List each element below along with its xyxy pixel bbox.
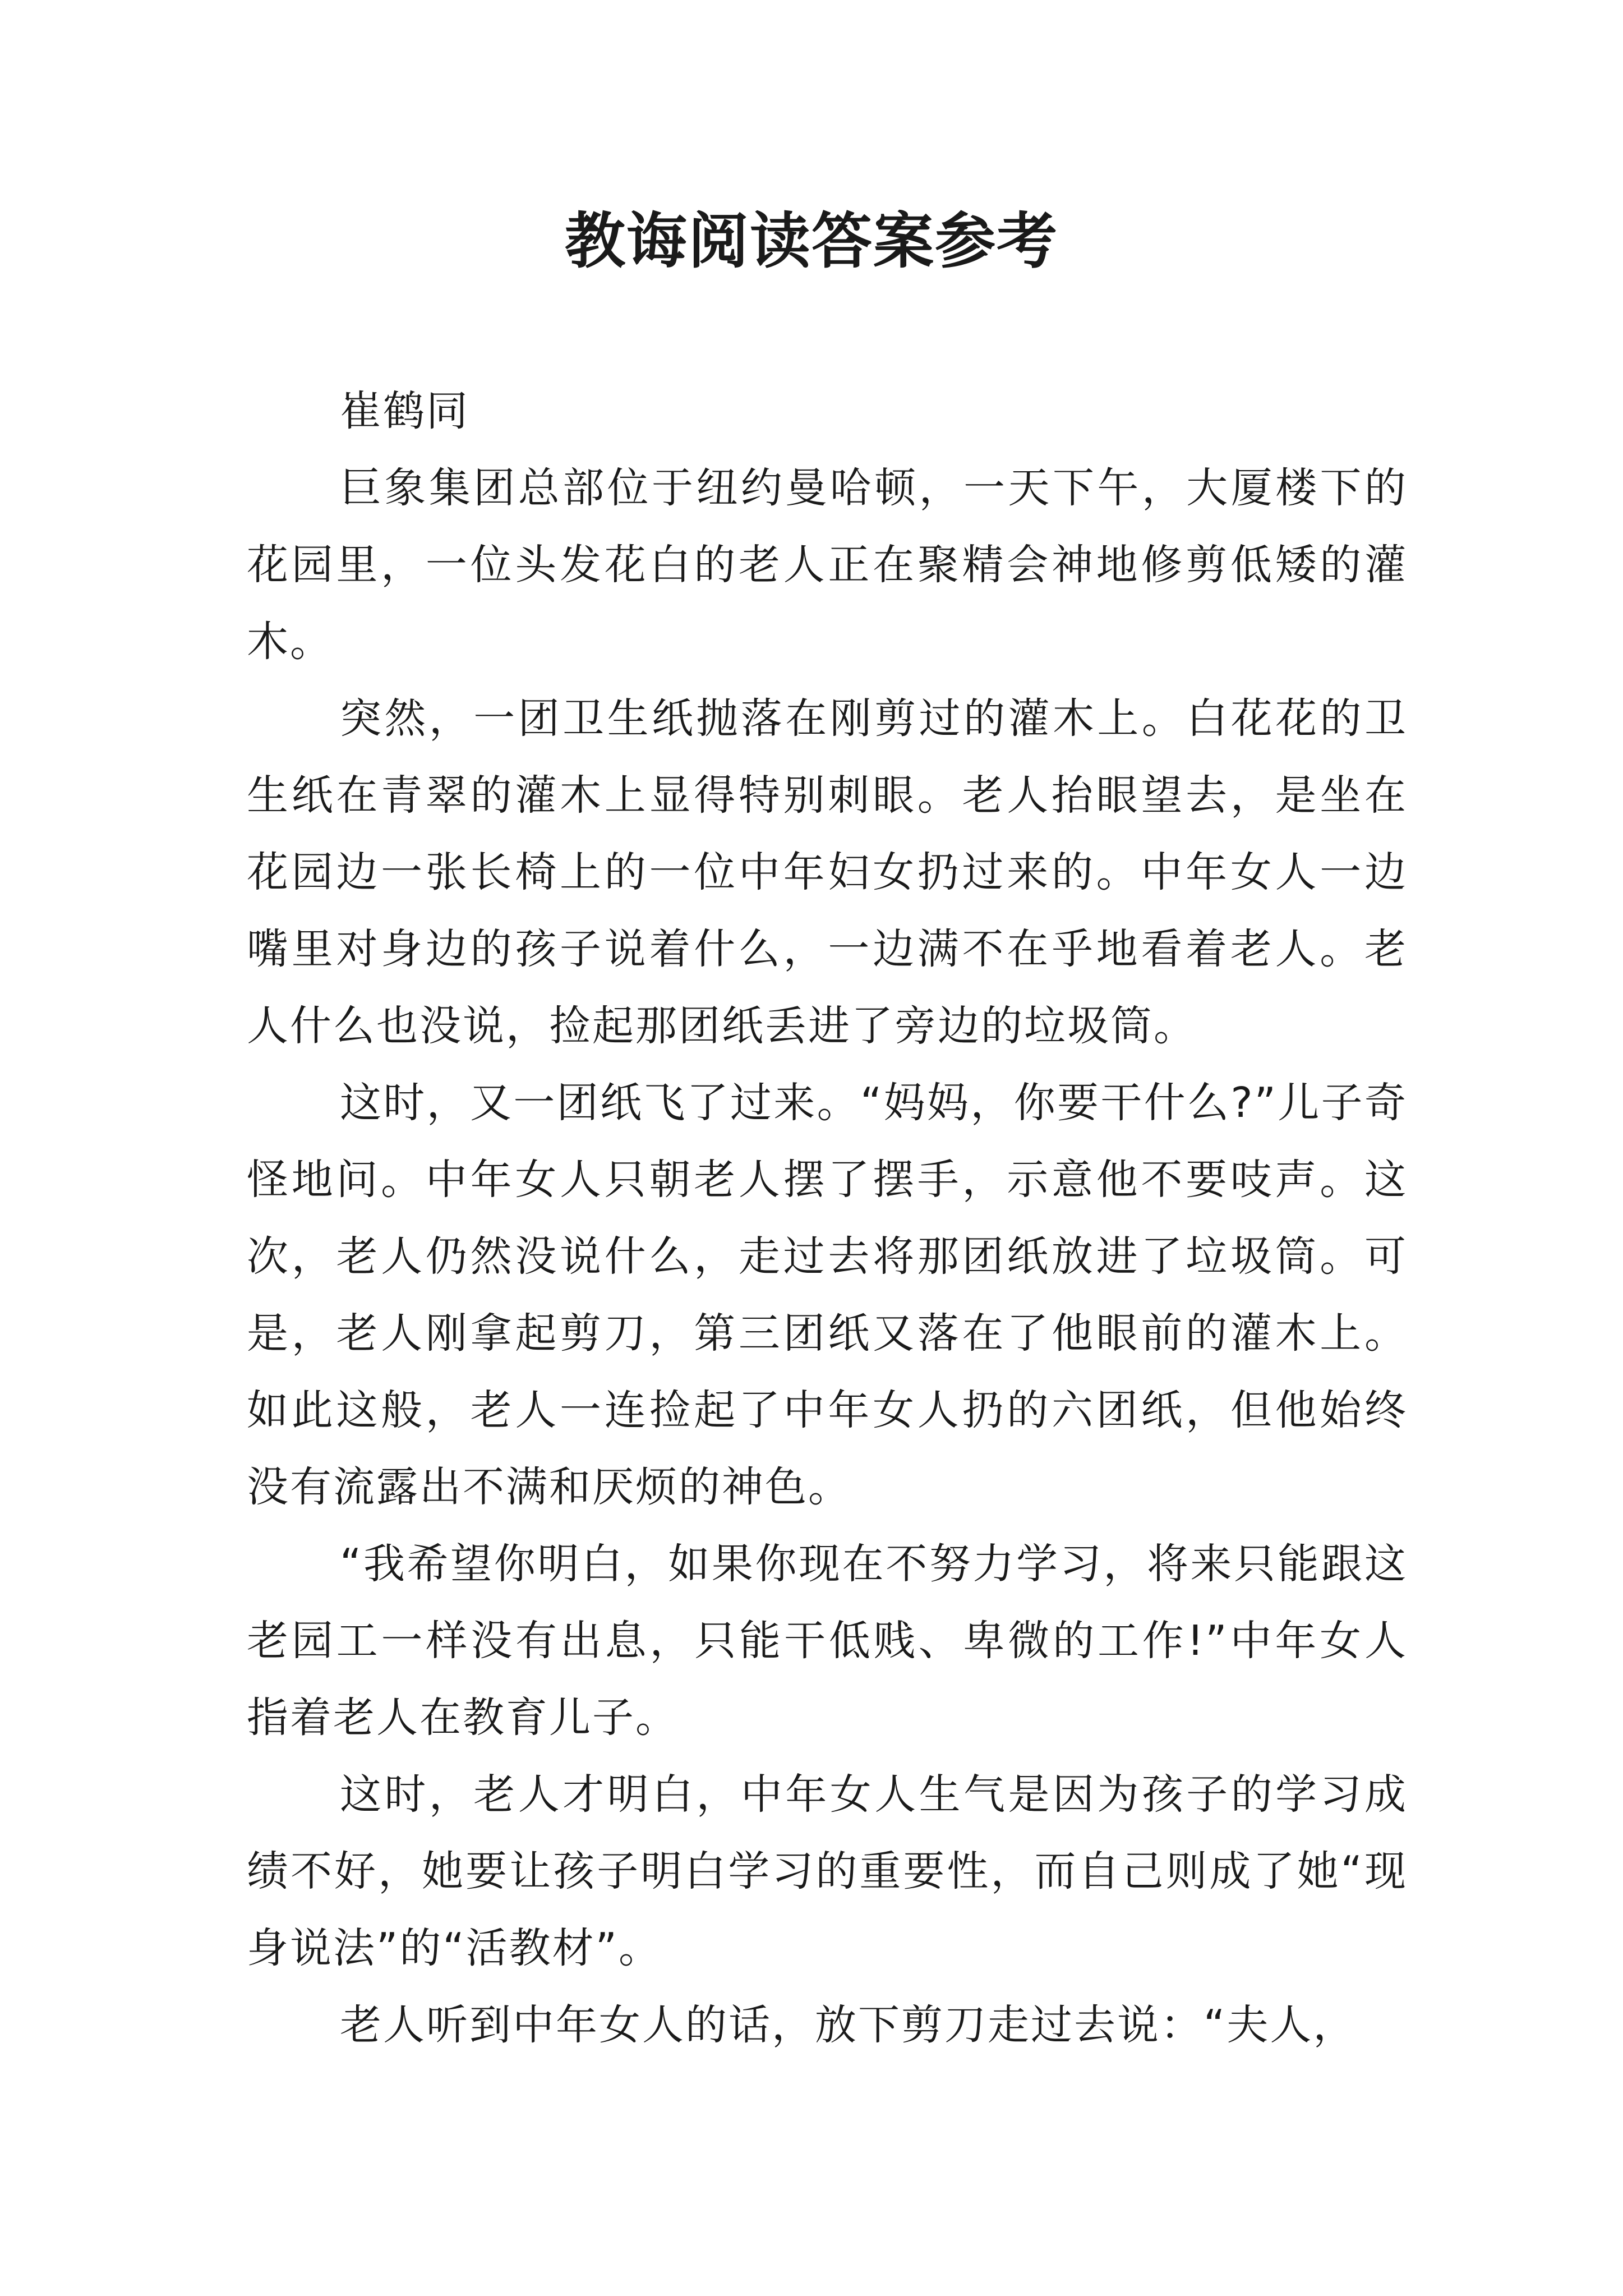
author-line: 崔鹤同 — [340, 387, 469, 435]
paragraph-4: “我希望你明白，如果你现在不努力学习，将来只能跟这老园工一样没有出息，只能干低贱、卑微的工作!”中年女人指着老人在教育儿子。 — [247, 1540, 1408, 1742]
paragraph-2: 突然，一团卫生纸抛落在刚剪过的灌木上。白花花的卫生纸在青翠的灌木上显得特别刺眼。老人抬眼望去，是坐在花园边一张长椅上的一位中年妇女扔过来的。中年女人一边嘴里对身边的孩子说着什么，一边满不在乎地看着老人。老人什么也没说，捡起那团纸丢进了旁边的垃圾筒。 — [247, 694, 1408, 1050]
paragraph-1: 巨象集团总部位于纽约曼哈顿，一天下午，大厦楼下的花园里，一位头发花白的老人正在聚精会神地修剪低矮的灌木。 — [247, 464, 1408, 666]
paragraph-3: 这时，又一团纸飞了过来。“妈妈，你要干什么?”儿子奇怪地问。中年女人只朝老人摆了摆手，示意他不要吱声。这次，老人仍然没说什么，走过去将那团纸放进了垃圾筒。可是，老人刚拿起剪刀，第三团纸又落在了他眼前的灌木上。如此这般，老人一连捡起了中年女人扔的六团纸，但他始终没有流露出不满和厌烦的神色。 — [247, 1079, 1408, 1511]
paragraph-6: 老人听到中年女人的话，放下剪刀走过去说：“夫人， — [340, 2001, 1357, 2049]
document-title: 教诲阅读答案参考 — [564, 206, 1058, 277]
document-body — [247, 373, 1408, 2064]
paragraph-5: 这时，老人才明白，中年女人生气是因为孩子的学习成绩不好，她要让孩子明白学习的重要性，而自己则成了她“现身说法”的“活教材”。 — [247, 1770, 1408, 1972]
